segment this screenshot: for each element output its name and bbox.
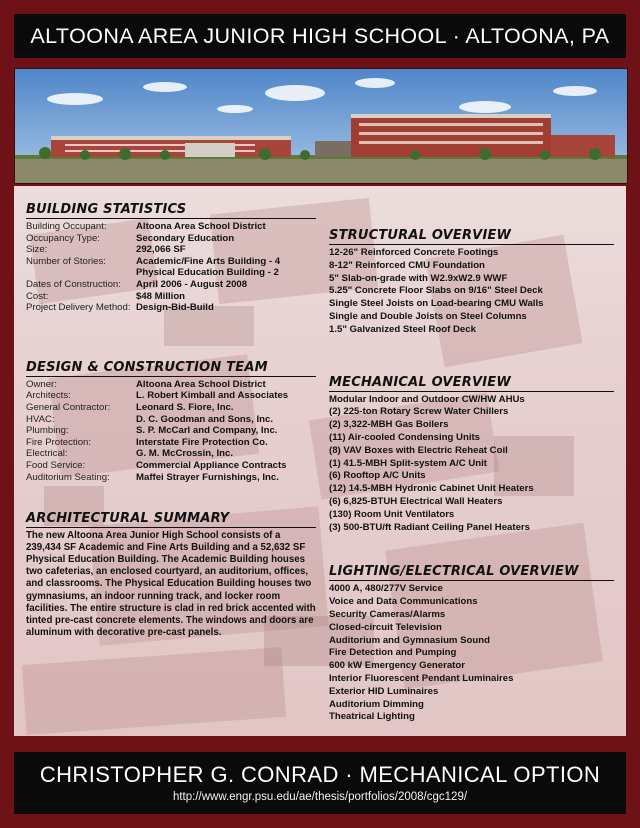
- lighting-overview-section: [329, 564, 614, 724]
- team-row: Owner: Altoona Area School District: [26, 378, 266, 390]
- list-item: 5" Slab-on-grade with W2.9xW2.9 WWF: [329, 272, 508, 284]
- list-item: Exterior HID Luminaires: [329, 685, 439, 697]
- list-item: (2) 3,322-MBH Gas Boilers: [329, 419, 449, 431]
- list-item: Modular Indoor and Outdoor CW/HW AHUs: [329, 393, 525, 405]
- list-item: 600 kW Emergency Generator: [329, 660, 465, 672]
- building-statistics-heading: BUILDING STATISTICS: [26, 202, 316, 219]
- footer-url-link[interactable]: http://www.engr.psu.edu/ae/thesis/portfolios/2008/cgc129/: [172, 791, 468, 803]
- list-item: (6) Rooftop A/C Units: [329, 470, 426, 482]
- team-row: Auditorium Seating: Maffei Strayer Furnishings, Inc.: [26, 471, 279, 483]
- list-item: (3) 500-BTU/ft Radiant Ceiling Panel Heaters: [329, 521, 530, 533]
- structural-overview-section: [329, 228, 614, 337]
- list-item: 5.25" Concrete Floor Slabs on 9/16" Steel Deck: [329, 285, 543, 297]
- content-panel: [14, 186, 626, 736]
- team-row: Architects: L. Robert Kimball and Associates: [26, 390, 289, 402]
- stat-row: Cost: $48 Million: [26, 290, 186, 302]
- mechanical-overview-heading: MECHANICAL OVERVIEW: [329, 375, 614, 392]
- list-item: Security Cameras/Alarms: [329, 608, 446, 620]
- list-item: (130) Room Unit Ventilators: [329, 508, 455, 520]
- stat-row: Project Delivery Method: Design-Bid-Build: [26, 302, 214, 314]
- architectural-summary-heading: ARCHITECTURAL SUMMARY: [26, 511, 316, 528]
- list-item: Closed-circuit Television: [329, 621, 442, 633]
- list-item: 12-26" Reinforced Concrete Footings: [329, 247, 499, 258]
- header-title: ALTOONA AREA JUNIOR HIGH SCHOOL · ALTOONA, PA: [14, 14, 626, 58]
- list-item: Single Steel Joists on Load-bearing CMU Walls: [329, 298, 544, 310]
- footer-author: CHRISTOPHER G. CONRAD · MECHANICAL OPTION: [39, 762, 601, 787]
- team-row: Fire Protection: Interstate Fire Protection Co.: [26, 436, 268, 448]
- team-row: Electrical: G. M. McCrossin, Inc.: [26, 448, 234, 460]
- list-item: 8-12" Reinforced CMU Foundation: [329, 259, 485, 271]
- building-rendering-image: [14, 68, 628, 184]
- list-item: (11) Air-cooled Condensing Units: [329, 431, 481, 443]
- right-column: [329, 228, 614, 724]
- structural-overview-heading: STRUCTURAL OVERVIEW: [329, 228, 614, 245]
- team-row: HVAC: D. C. Goodman and Sons, Inc.: [26, 413, 273, 425]
- list-item: Interior Fluorescent Pendant Luminaires: [329, 672, 514, 684]
- design-team-heading: DESIGN & CONSTRUCTION TEAM: [26, 360, 316, 377]
- stat-row: Number of Stories: Academic/Fine Arts Building - 4: [26, 255, 281, 267]
- left-column: [26, 202, 316, 639]
- list-item: (2) 225-ton Rotary Screw Water Chillers: [329, 406, 509, 418]
- team-row: Food Service: Commercial Appliance Contracts: [26, 459, 287, 471]
- stat-row: Size: 292,066 SF: [26, 244, 186, 256]
- list-item: (12) 14.5-MBH Hydronic Cabinet Unit Heaters: [329, 483, 534, 495]
- list-item: Single and Double Joists on Steel Columns: [329, 310, 527, 322]
- building-statistics-section: [26, 202, 316, 314]
- stat-row: Occupancy Type: Secondary Education: [26, 232, 235, 244]
- list-item: Theatrical Lighting: [329, 711, 415, 723]
- stat-row: Building Occupant: Altoona Area School District: [26, 221, 266, 232]
- team-row: General Contractor: Leonard S. Fiore, Inc.: [26, 401, 234, 413]
- list-item: (8) VAV Boxes with Electric Reheat Coil: [329, 444, 508, 456]
- list-item: (1) 41.5-MBH Split-system A/C Unit: [329, 457, 487, 469]
- list-item: (6) 6,825-BTUH Electrical Wall Heaters: [329, 495, 503, 507]
- stat-row: Physical Education Building - 2: [136, 267, 279, 279]
- list-item: Fire Detection and Pumping: [329, 647, 457, 659]
- stat-row: Dates of Construction: April 2006 - August 2008: [26, 278, 248, 290]
- list-item: Voice and Data Communications: [329, 596, 478, 608]
- architectural-summary-text: The new Altoona Area Junior High School consists of a 239,434 SF Academic and Fine Arts Building and a 52,632 SF Physical Education Building. The Academic Building houses two cafeterias, an enclosed courtyard, an auditorium, offices, and classrooms. The Physical Education Building houses two gymnasiums, an indoor running track, and locker room facilities. The entire structure is clad in red brick accented with tinted pre-cast concrete elements. The windows and doors are aluminum with decorative pre-cast panels.: [26, 530, 316, 638]
- lighting-overview-heading: LIGHTING/ELECTRICAL OVERVIEW: [329, 564, 614, 581]
- footer: [14, 752, 626, 814]
- mechanical-overview-section: [329, 375, 614, 535]
- list-item: 1.5" Galvanized Steel Roof Deck: [329, 323, 476, 335]
- architectural-summary-section: [26, 511, 316, 639]
- list-item: Auditorium Dimming: [329, 698, 424, 710]
- team-row: Plumbing: S. P. McCarl and Company, Inc.: [26, 425, 278, 437]
- list-item: 4000 A, 480/277V Service: [329, 583, 443, 595]
- list-item: Auditorium and Gymnasium Sound: [329, 634, 490, 646]
- design-team-section: [26, 360, 316, 483]
